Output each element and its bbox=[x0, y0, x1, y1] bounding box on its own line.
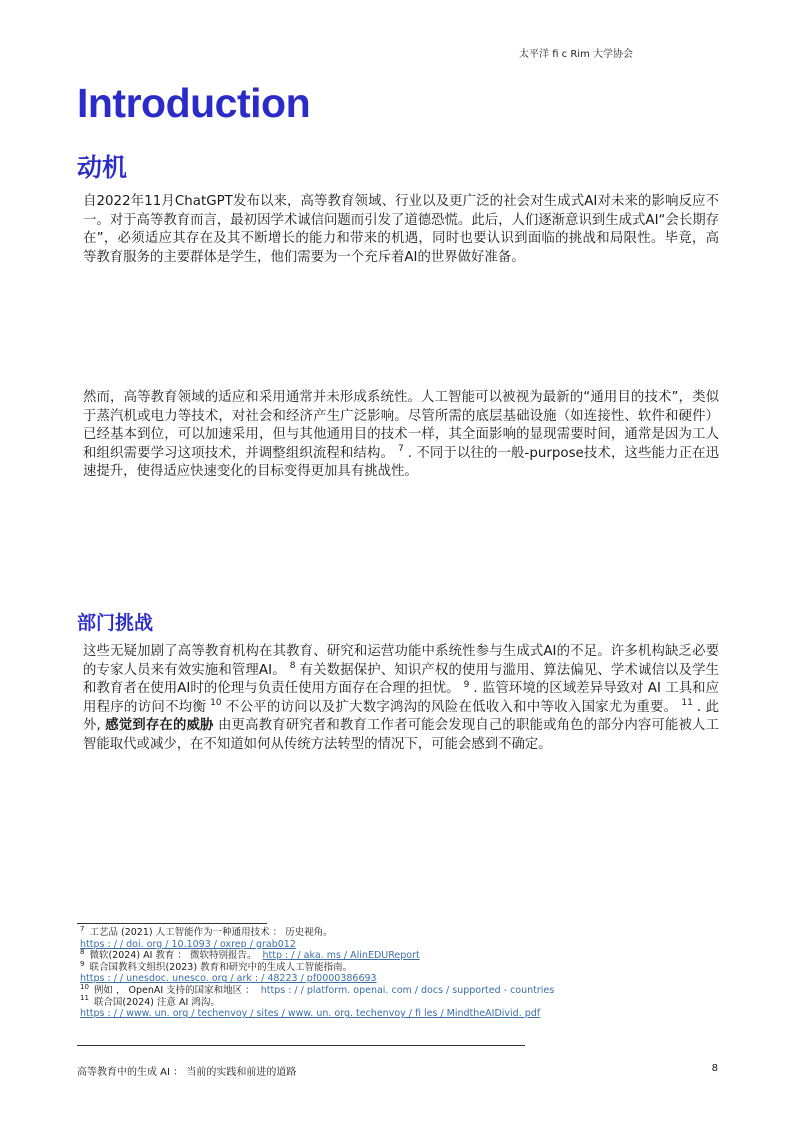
p3-text-e: . 此外, bbox=[83, 699, 720, 733]
footnote-link[interactable]: https : / / doi. org / 10.1093 / oxrep / grab012 bbox=[80, 938, 296, 950]
footnote-text: 微软(2024) AI 教育 ： 微软特别报告。 bbox=[89, 950, 257, 962]
footnote-10 bbox=[80, 982, 700, 997]
footnote-text: 联合国(2024) 注意 AI 鸿沟。 bbox=[93, 996, 220, 1008]
page-title: Introduction bbox=[77, 80, 311, 126]
footnotes bbox=[80, 924, 700, 1020]
footnote-number: 7 bbox=[80, 924, 85, 933]
section-heading-motivation: 动机 bbox=[77, 153, 128, 182]
footnote-7-link-line bbox=[80, 939, 700, 951]
footer-title: 高等教育中的生成 AI ： 当前的实践和前进的道路 bbox=[77, 1067, 297, 1078]
footnote-11-link-line bbox=[80, 1008, 700, 1020]
footnote-7 bbox=[80, 924, 700, 939]
paragraph-motivation-2 bbox=[83, 389, 719, 482]
footer-divider bbox=[77, 1045, 525, 1046]
footnote-text: 工艺品 (2021) 人工智能作为一种通用技术 ： 历史视角。 bbox=[89, 927, 333, 938]
footnote-9-link-line bbox=[80, 973, 700, 985]
paragraph-motivation-1: 自2022年11月ChatGPT发布以来，高等教育领域、行业以及更广泛的社会对生成式AI对未来的影响反应不一。对于高等教育而言，最初因学术诚信问题而引发了道德恐慌。此后，人们逐渐意识到生成式AI“会长期存在”，必须适应其存在及其不断增长的能力和带来的机遇，同时也要认识到面临的挑战和局限性。毕竟，高等教育服务的主要群体是学生，他们需要为一个充斥着AI的世界做好准备。 bbox=[83, 194, 720, 265]
p3-text-f: 由更高教育研究者和教育工作者可能会发现自己的职能或角色的部分内容可能被人工智能取代或减少，在不知道如何从传统方法转型的情况下，可能会感到不确定。 bbox=[83, 718, 719, 752]
p3-text-b: 有关数据保护、知识产权的使用与滥用、算法偏见、学术诚信以及学生和教育者在使用AI时的伦理与负责任使用方面存在合理的担忧。 bbox=[83, 662, 720, 696]
footnote-ref-7[interactable]: 7 bbox=[398, 444, 404, 455]
section-heading-challenges: 部门挑战 bbox=[77, 612, 154, 634]
footnote-link[interactable]: https : / / unesdoc. unesco. org / ark : / 48223 / pf0000386693 bbox=[80, 973, 377, 985]
footnote-link[interactable]: https : / / www. un. org / techenvoy / sites / www. un. org. techenvoy / fi les / MindtheAIDivid. pdf bbox=[80, 1008, 541, 1020]
footnote-number: 10 bbox=[80, 982, 89, 991]
header-org: 太平洋 fi c Rim 大学协会 bbox=[519, 49, 633, 60]
footnote-text: 例如 ， OpenAI 支持的国家和地区 ： bbox=[93, 984, 255, 996]
p3-text-c: . 监管环境的区域差异导致对 AI 工具和应用程序的访问不均衡 bbox=[83, 681, 720, 715]
footnote-number: 9 bbox=[80, 959, 85, 968]
footnote-ref-11[interactable]: 11 bbox=[681, 698, 693, 709]
footnote-8 bbox=[80, 950, 700, 962]
footnote-link[interactable]: http : / / aka. ms / AlinEDUReport bbox=[262, 950, 420, 962]
footnote-link[interactable]: https : / / platform. openai. com / docs / supported - countries bbox=[260, 984, 555, 996]
footnote-number: 8 bbox=[80, 948, 85, 957]
footnote-ref-8[interactable]: 8 bbox=[289, 661, 296, 672]
footnote-divider bbox=[77, 923, 267, 924]
p3-bold-phrase: 感觉到存在的威胁 bbox=[105, 718, 214, 733]
footnote-text: 联合国教科文组织(2023) 教育和研究中的生成人工智能指南。 bbox=[89, 961, 353, 973]
paragraph-challenges bbox=[83, 643, 719, 754]
footnote-11 bbox=[80, 994, 700, 1009]
footnote-number: 11 bbox=[80, 994, 89, 1003]
page-number: 8 bbox=[711, 1063, 718, 1074]
footnote-9 bbox=[80, 959, 700, 974]
p2-text-b: . 不同于以往的一般-purpose技术，这些能力正在迅速提升，使得适应快速变化的目标变得更加具有挑战性。 bbox=[83, 445, 719, 479]
p3-text-a: 这些无疑加剧了高等教育机构在其教育、研究和运营功能中系统性参与生成式AI的不足。许多机构缺乏必要的专家人员来有效实施和管理AI。 bbox=[83, 644, 719, 678]
footnote-ref-10[interactable]: 10 bbox=[210, 698, 222, 709]
p2-text-a: 然而，高等教育领域的适应和采用通常并未形成系统性。人工智能可以被视为最新的“通用目的技术”，类似于蒸汽机或电力等技术，对社会和经济产生广泛影响。尽管所需的底层基础设施（如连接性、软件和硬件）已经基本到位，可以加速采用，但与其他通用目的技术一样，其全面影响的显现需要时间，通常是因为工人和组织需要学习这项技术，并调整组织流程和结构。 bbox=[83, 390, 719, 461]
p3-text-d: 不公平的访问以及扩大数字鸿沟的风险在低收入和中等收入国家尤为重要。 bbox=[225, 699, 678, 715]
footnote-ref-9[interactable]: 9 bbox=[463, 679, 470, 690]
